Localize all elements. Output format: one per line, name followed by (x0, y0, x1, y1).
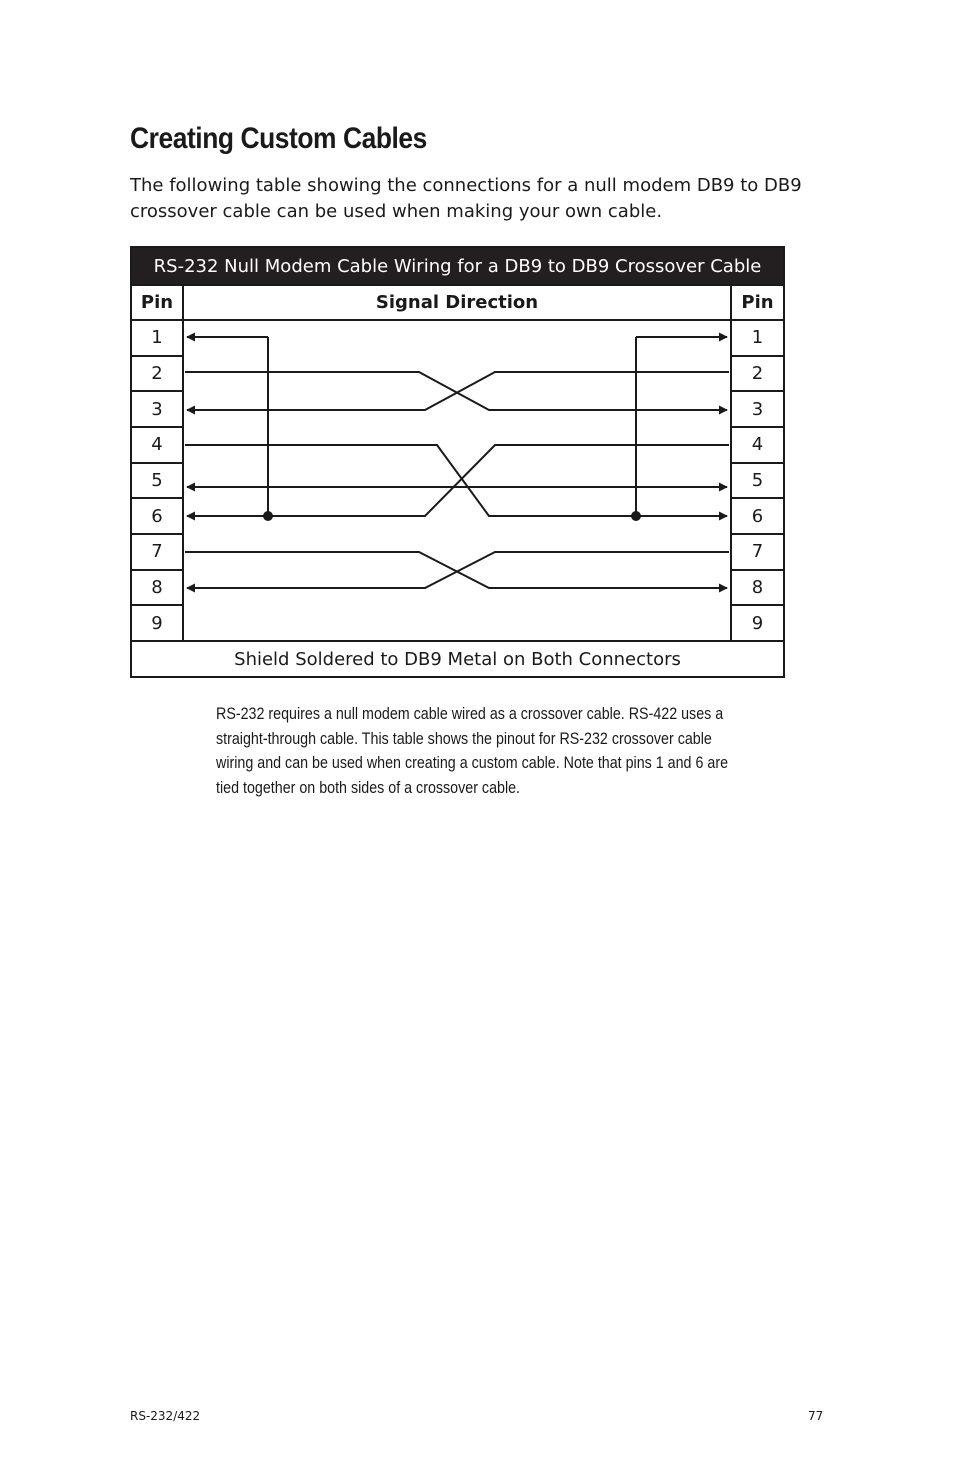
left-pin-6: 6 (131, 498, 183, 534)
junction-dot-right (631, 511, 641, 521)
left-pin-header: Pin (131, 285, 183, 320)
right-pin-1: 1 (731, 320, 784, 356)
wire-4-to-6 (185, 445, 727, 516)
page-heading: Creating Custom Cables (130, 122, 427, 155)
shield-note: Shield Soldered to DB9 Metal on Both Connectors (131, 641, 784, 677)
intro-paragraph: The following table showing the connections for a null modem DB9 to DB9 crossover cable can be used when making your own cable. (130, 175, 802, 222)
signal-direction-header: Signal Direction (183, 285, 731, 320)
left-pin-2: 2 (131, 356, 183, 392)
right-pin-7: 7 (731, 534, 784, 570)
null-modem-wiring-table (130, 246, 785, 678)
right-pin-4: 4 (731, 427, 784, 463)
left-pin-9: 9 (131, 605, 183, 641)
right-pin-8: 8 (731, 570, 784, 606)
wiring-diagram (184, 321, 730, 640)
left-pin-3: 3 (131, 391, 183, 427)
left-pin-4: 4 (131, 427, 183, 463)
wire-2-to-3 (185, 372, 727, 410)
wire-7-to-8 (185, 552, 727, 588)
right-pin-9: 9 (731, 605, 784, 641)
left-pin-7: 7 (131, 534, 183, 570)
crossover-note: RS-232 requires a null modem cable wired as a crossover cable. RS-422 uses a straight-through cable. This table shows the pinout for RS-232 crossover cable wiring and can be used when creating a custom cable. Note that pins 1 and 6 are tied together on both sides of a crossover cable. (216, 704, 729, 797)
wiring-diagram-cell (183, 320, 731, 641)
page-footer-title: RS-232/422 (130, 1409, 201, 1423)
right-pin-6: 6 (731, 498, 784, 534)
left-pin-8: 8 (131, 570, 183, 606)
right-pin-5: 5 (731, 463, 784, 499)
right-pin-header: Pin (731, 285, 784, 320)
left-pin-5: 5 (131, 463, 183, 499)
right-pin-3: 3 (731, 391, 784, 427)
page-number: 77 (808, 1409, 824, 1423)
left-pin-1: 1 (131, 320, 183, 356)
right-pin-2: 2 (731, 356, 784, 392)
junction-dot-left (263, 511, 273, 521)
table-title: RS-232 Null Modem Cable Wiring for a DB9 to DB9 Crossover Cable (131, 247, 784, 285)
wire-8-to-7 (187, 552, 729, 588)
